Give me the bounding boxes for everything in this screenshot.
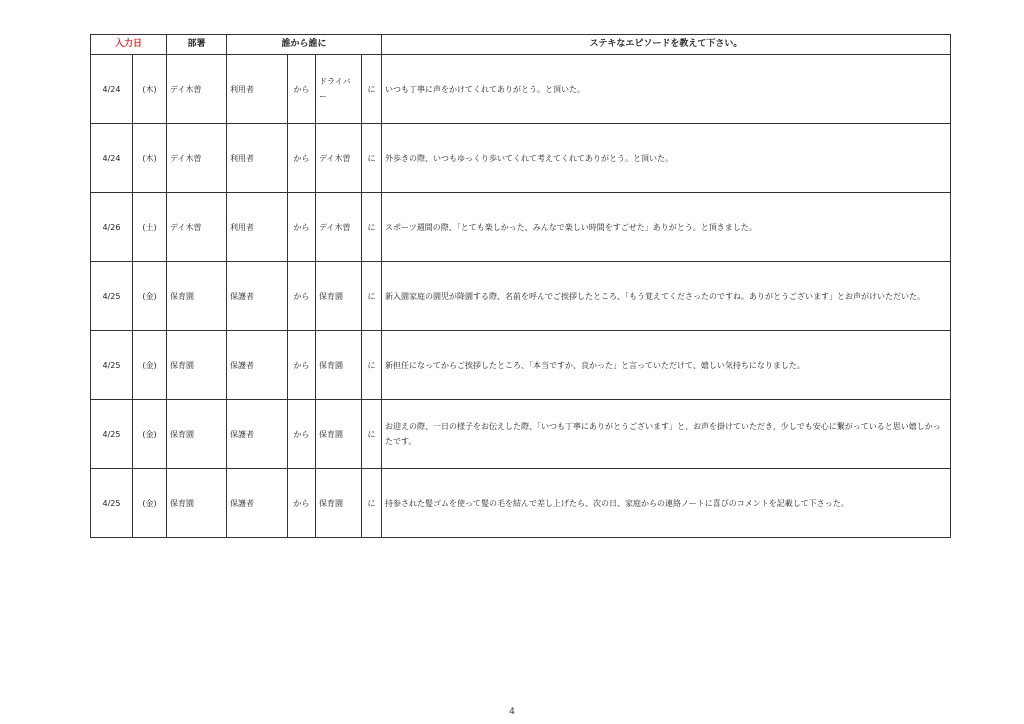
cell-kara: から (288, 124, 316, 193)
cell-date: 4/26 (91, 193, 133, 262)
cell-dept: デイ木曽 (167, 193, 227, 262)
table-row (91, 193, 951, 262)
header-row (91, 35, 951, 55)
cell-day: (木) (133, 55, 167, 124)
cell-to: デイ木曽 (316, 193, 362, 262)
cell-date: 4/25 (91, 400, 133, 469)
cell-from: 保護者 (227, 262, 288, 331)
cell-day: (金) (133, 262, 167, 331)
cell-episode: 新入園家庭の園児が降園する際、名前を呼んでご挨拶したところ、「もう覚えてくださったのですね。ありがとうございます」とお声がけいただいた。 (382, 262, 951, 331)
cell-kara: から (288, 193, 316, 262)
cell-from: 利用者 (227, 55, 288, 124)
cell-kara: から (288, 469, 316, 538)
cell-to: 保育園 (316, 331, 362, 400)
cell-ni: に (362, 193, 382, 262)
table-row (91, 55, 951, 124)
cell-ni: に (362, 469, 382, 538)
cell-ni: に (362, 400, 382, 469)
cell-dept: 保育園 (167, 400, 227, 469)
episode-table (90, 34, 951, 538)
cell-to: デイ木曽 (316, 124, 362, 193)
table-row (91, 400, 951, 469)
cell-day: (木) (133, 124, 167, 193)
cell-episode: 外歩きの際、いつもゆっくり歩いてくれて考えてくれてありがとう。と頂いた。 (382, 124, 951, 193)
cell-dept: デイ木曽 (167, 124, 227, 193)
cell-day: (金) (133, 331, 167, 400)
page-number: 4 (509, 707, 515, 717)
cell-to: 保育園 (316, 469, 362, 538)
cell-from: 利用者 (227, 193, 288, 262)
cell-date: 4/25 (91, 469, 133, 538)
table-row (91, 331, 951, 400)
cell-to: 保育園 (316, 400, 362, 469)
header-episode: ステキなエピソードを教えて下さい。 (382, 35, 951, 55)
cell-to: ドライバー (316, 55, 362, 124)
cell-dept: デイ木曽 (167, 55, 227, 124)
cell-kara: から (288, 55, 316, 124)
cell-episode: 新担任になってからご挨拶したところ、「本当ですか、良かった」と言っていただけて、嬉しい気持ちになりました。 (382, 331, 951, 400)
cell-day: (土) (133, 193, 167, 262)
cell-date: 4/24 (91, 124, 133, 193)
cell-kara: から (288, 331, 316, 400)
cell-ni: に (362, 331, 382, 400)
cell-dept: 保育園 (167, 469, 227, 538)
cell-date: 4/25 (91, 262, 133, 331)
cell-from: 保護者 (227, 400, 288, 469)
cell-dept: 保育園 (167, 262, 227, 331)
cell-from: 保護者 (227, 331, 288, 400)
cell-ni: に (362, 124, 382, 193)
table-row (91, 469, 951, 538)
cell-episode: いつも丁寧に声をかけてくれてありがとう。と頂いた。 (382, 55, 951, 124)
cell-date: 4/25 (91, 331, 133, 400)
table-row (91, 262, 951, 331)
cell-episode: スポーツ週間の際、「とても楽しかった、みんなで楽しい時間をすごせた」ありがとう。と頂きました。 (382, 193, 951, 262)
cell-kara: から (288, 262, 316, 331)
table-row (91, 124, 951, 193)
cell-day: (金) (133, 400, 167, 469)
cell-date: 4/24 (91, 55, 133, 124)
cell-ni: に (362, 262, 382, 331)
cell-from: 利用者 (227, 124, 288, 193)
cell-from: 保護者 (227, 469, 288, 538)
cell-day: (金) (133, 469, 167, 538)
cell-dept: 保育園 (167, 331, 227, 400)
header-dept: 部署 (167, 35, 227, 55)
cell-episode: 持参された髪ゴムを使って髪の毛を結んで差し上げたら、次の日、家庭からの連絡ノートに喜びのコメントを記載して下さった。 (382, 469, 951, 538)
cell-ni: に (362, 55, 382, 124)
cell-episode: お迎えの際、一日の様子をお伝えした際、「いつも丁寧にありがとうございます」と、お声を掛けていただき、少しでも安心に繋がっていると思い嬉しかったです。 (382, 400, 951, 469)
header-who: 誰から誰に (227, 35, 382, 55)
cell-kara: から (288, 400, 316, 469)
cell-to: 保育園 (316, 262, 362, 331)
header-date: 入力日 (91, 35, 167, 55)
